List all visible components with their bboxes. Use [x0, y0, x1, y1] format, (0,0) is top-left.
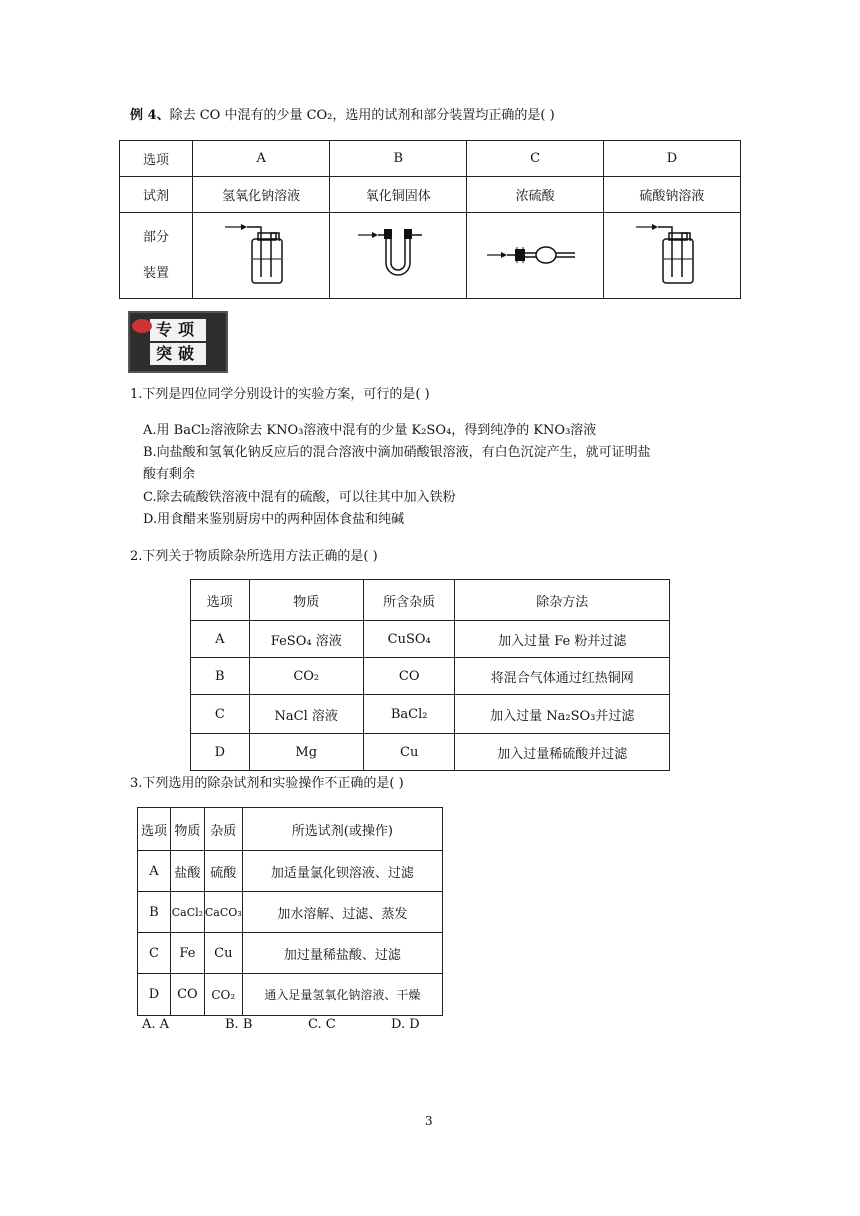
q1-option: 酸有剩余 — [143, 467, 196, 482]
table-cell: 加过量稀盐酸、过滤 — [242, 933, 442, 974]
example4-question: 例 4、除去 CO 中混有的少量 CO₂，选用的试剂和部分装置均正确的是( ) — [130, 108, 555, 123]
table-cell: Cu — [204, 933, 242, 974]
table-cell: Fe — [170, 933, 204, 974]
stamp-line: 专项 — [150, 319, 206, 341]
table-cell: 加入过量稀硫酸并过滤 — [455, 734, 670, 771]
drying-bulb-icon — [485, 219, 585, 289]
table-cell: 浓硫酸 — [467, 177, 603, 213]
table-cell — [467, 213, 603, 299]
section-stamp — [128, 311, 228, 373]
table-cell: Cu — [363, 734, 455, 771]
table-cell: FeSO₄ 溶液 — [249, 621, 363, 658]
table-cell: 加水溶解、过滤、蒸发 — [242, 892, 442, 933]
gas-washing-bottle-icon — [632, 219, 712, 289]
table-cell: 氢氧化钠溶液 — [193, 177, 330, 213]
table-cell: D — [603, 141, 740, 177]
table-cell: CaCO₃ — [204, 892, 242, 933]
table-cell: 加适量氯化钡溶液、过滤 — [242, 851, 442, 892]
table-cell: 加入过量 Na₂SO₃并过滤 — [455, 695, 670, 734]
table-cell: 除杂方法 — [455, 580, 670, 621]
table-cell — [193, 213, 330, 299]
table-row — [191, 658, 670, 695]
q3-answer: A. A — [142, 1017, 170, 1032]
table-cell: 试剂 — [120, 177, 193, 213]
q2-table — [190, 579, 670, 771]
table-cell: 选项 — [138, 808, 171, 851]
table-cell: 加入过量 Fe 粉并过滤 — [455, 621, 670, 658]
table-cell: 杂质 — [204, 808, 242, 851]
q1-stem: 1.下列是四位同学分别设计的实验方案，可行的是( ) — [130, 387, 430, 402]
table-row — [120, 213, 741, 299]
table-cell: BaCl₂ — [363, 695, 455, 734]
table-row — [138, 851, 443, 892]
table-row — [191, 621, 670, 658]
u-tube-icon — [358, 219, 438, 289]
q3-stem: 3.下列选用的除杂试剂和实验操作不正确的是( ) — [130, 776, 404, 791]
table-cell: CO — [363, 658, 455, 695]
table-cell: A — [191, 621, 250, 658]
table-row — [120, 141, 741, 177]
table-row — [191, 734, 670, 771]
q1-option: B.向盐酸和氢氧化钠反应后的混合溶液中滴加硝酸银溶液，有白色沉淀产生，就可证明盐 — [143, 445, 651, 460]
table-cell: CuSO₄ — [363, 621, 455, 658]
table-cell: CO₂ — [249, 658, 363, 695]
table-cell: 物质 — [170, 808, 204, 851]
table-cell: 通入足量氢氧化钠溶液、干燥 — [242, 974, 442, 1016]
table-cell: D — [191, 734, 250, 771]
table-row — [138, 808, 443, 851]
q3-answer: D. D — [391, 1017, 420, 1032]
q2-stem: 2.下列关于物质除杂所选用方法正确的是( ) — [130, 549, 378, 564]
table-row — [191, 695, 670, 734]
table-cell: C — [138, 933, 171, 974]
table-cell: 所选试剂(或操作) — [242, 808, 442, 851]
table-cell: CO₂ — [204, 974, 242, 1016]
q1-option: C.除去硫酸铁溶液中混有的硫酸，可以往其中加入铁粉 — [143, 490, 456, 505]
table-cell: A — [193, 141, 330, 177]
table-cell: B — [330, 141, 467, 177]
table-cell: 硫酸 — [204, 851, 242, 892]
q3-table — [137, 807, 443, 1016]
q1-option: D.用食醋来鉴别厨房中的两种固体食盐和纯碱 — [143, 512, 405, 527]
table-cell: B — [138, 892, 171, 933]
table-cell: 所含杂质 — [363, 580, 455, 621]
table-row — [120, 177, 741, 213]
table-cell: 部分 装置 — [120, 213, 193, 299]
table-cell: NaCl 溶液 — [249, 695, 363, 734]
table-cell: A — [138, 851, 171, 892]
gas-washing-bottle-icon — [221, 219, 301, 289]
q3-answer: B. B — [225, 1017, 253, 1032]
table-cell: 选项 — [191, 580, 250, 621]
example4-label: 例 4、 — [130, 108, 170, 123]
table-cell — [603, 213, 740, 299]
table-cell: 硫酸钠溶液 — [603, 177, 740, 213]
table-cell: 氧化铜固体 — [330, 177, 467, 213]
stamp-line: 突破 — [150, 343, 206, 365]
table-cell: B — [191, 658, 250, 695]
example4-table — [119, 140, 741, 299]
table-row — [138, 892, 443, 933]
table-cell: Mg — [249, 734, 363, 771]
table-cell: 将混合气体通过红热铜网 — [455, 658, 670, 695]
table-cell: 盐酸 — [170, 851, 204, 892]
table-cell — [330, 213, 467, 299]
page-number: 3 — [425, 1114, 433, 1128]
table-row — [191, 580, 670, 621]
table-cell: CO — [170, 974, 204, 1016]
table-cell: C — [191, 695, 250, 734]
table-cell: C — [467, 141, 603, 177]
table-cell: CaCl₂ — [170, 892, 204, 933]
table-row — [138, 933, 443, 974]
table-cell: 物质 — [249, 580, 363, 621]
q3-answer: C. C — [308, 1017, 336, 1032]
q1-option: A.用 BaCl₂溶液除去 KNO₃溶液中混有的少量 K₂SO₄，得到纯净的 KNO₃溶液 — [143, 423, 597, 438]
table-cell: 选项 — [120, 141, 193, 177]
table-cell: D — [138, 974, 171, 1016]
table-row — [138, 974, 443, 1016]
stamp-sun-icon — [132, 319, 152, 333]
